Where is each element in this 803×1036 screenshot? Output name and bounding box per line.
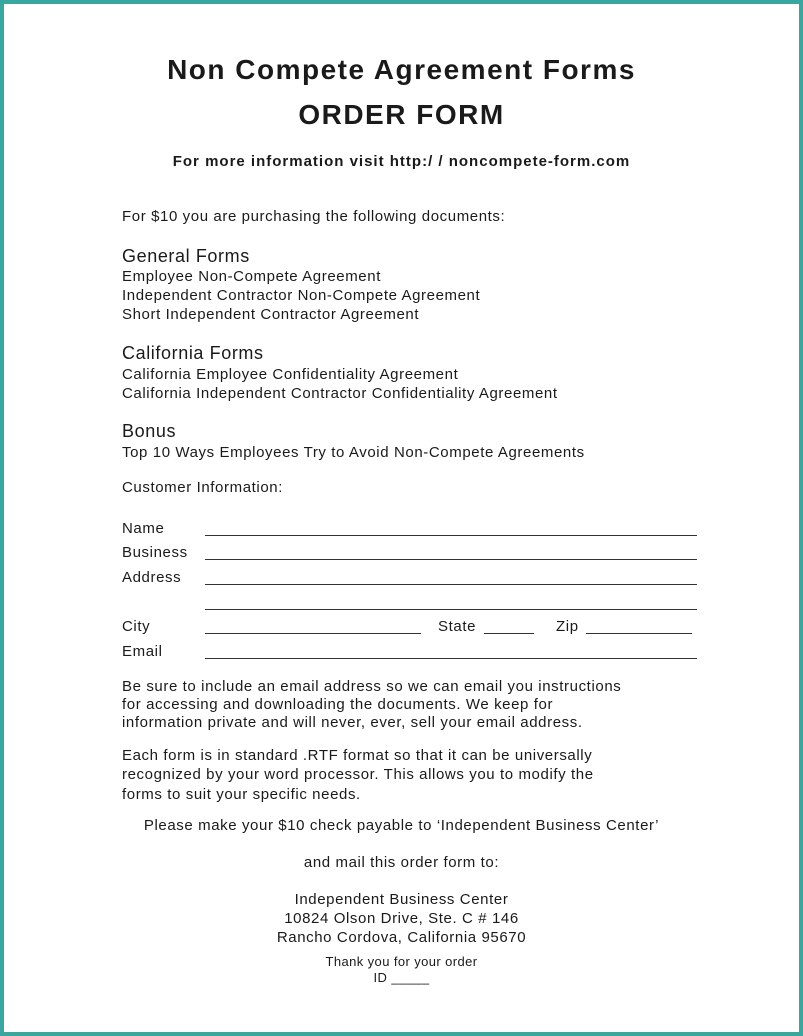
mail-instruction-line: and mail this order form to: bbox=[303, 854, 500, 871]
section-heading-general: General Forms bbox=[122, 246, 250, 266]
zip-field[interactable] bbox=[586, 633, 692, 634]
email-note-line: information private and will never, ever, sell your email address. bbox=[122, 714, 583, 731]
name-field[interactable] bbox=[205, 535, 697, 536]
address-field-line-2[interactable] bbox=[205, 609, 697, 610]
intro-text: For $10 you are purchasing the following documents: bbox=[122, 208, 506, 225]
thank-you-note: Thank you for your order bbox=[325, 954, 478, 969]
email-note-line: for accessing and downloading the documents. We keep for bbox=[122, 696, 554, 713]
mailing-street: 10824 Olson Drive, Ste. C # 146 bbox=[284, 910, 519, 927]
section-heading-california: California Forms bbox=[122, 343, 264, 363]
list-item: Top 10 Ways Employees Try to Avoid Non-Compete Agreements bbox=[122, 444, 585, 461]
zip-label: Zip bbox=[556, 618, 579, 635]
email-label: Email bbox=[122, 643, 163, 660]
email-note-line: Be sure to include an email address so we can email you instructions bbox=[122, 678, 622, 695]
list-item: California Employee Confidentiality Agreement bbox=[122, 366, 459, 383]
document-subtitle: ORDER FORM bbox=[298, 99, 505, 130]
city-field[interactable] bbox=[205, 633, 421, 634]
document-title: Non Compete Agreement Forms bbox=[167, 54, 636, 85]
business-label: Business bbox=[122, 544, 188, 561]
business-field[interactable] bbox=[205, 559, 697, 560]
state-label: State bbox=[438, 618, 477, 635]
check-payable-line: Please make your $10 check payable to ‘Independent Business Center’ bbox=[143, 817, 660, 834]
format-note-line: Each form is in standard .RTF format so that it can be universally bbox=[122, 747, 593, 764]
mailing-city: Rancho Cordova, California 95670 bbox=[276, 929, 527, 946]
format-note-line: recognized by your word processor. This allows you to modify the bbox=[122, 766, 594, 783]
city-label: City bbox=[122, 618, 151, 635]
list-item: Employee Non-Compete Agreement bbox=[122, 268, 381, 285]
customer-info-heading: Customer Information: bbox=[122, 479, 283, 496]
format-note-line: forms to suit your specific needs. bbox=[122, 786, 361, 803]
mailing-company: Independent Business Center bbox=[294, 891, 509, 908]
state-field[interactable] bbox=[484, 633, 534, 634]
address-field[interactable] bbox=[205, 584, 697, 585]
name-label: Name bbox=[122, 520, 165, 537]
email-field[interactable] bbox=[205, 658, 697, 659]
list-item: Short Independent Contractor Agreement bbox=[122, 306, 420, 323]
section-heading-bonus: Bonus bbox=[122, 421, 177, 441]
list-item: Independent Contractor Non-Compete Agreement bbox=[122, 287, 481, 304]
info-line: For more information visit http:/ / noncompete-form.com bbox=[172, 153, 631, 170]
list-item: California Independent Contractor Confidentiality Agreement bbox=[122, 385, 558, 402]
order-id: ID _____ bbox=[373, 970, 430, 985]
address-label: Address bbox=[122, 569, 182, 586]
